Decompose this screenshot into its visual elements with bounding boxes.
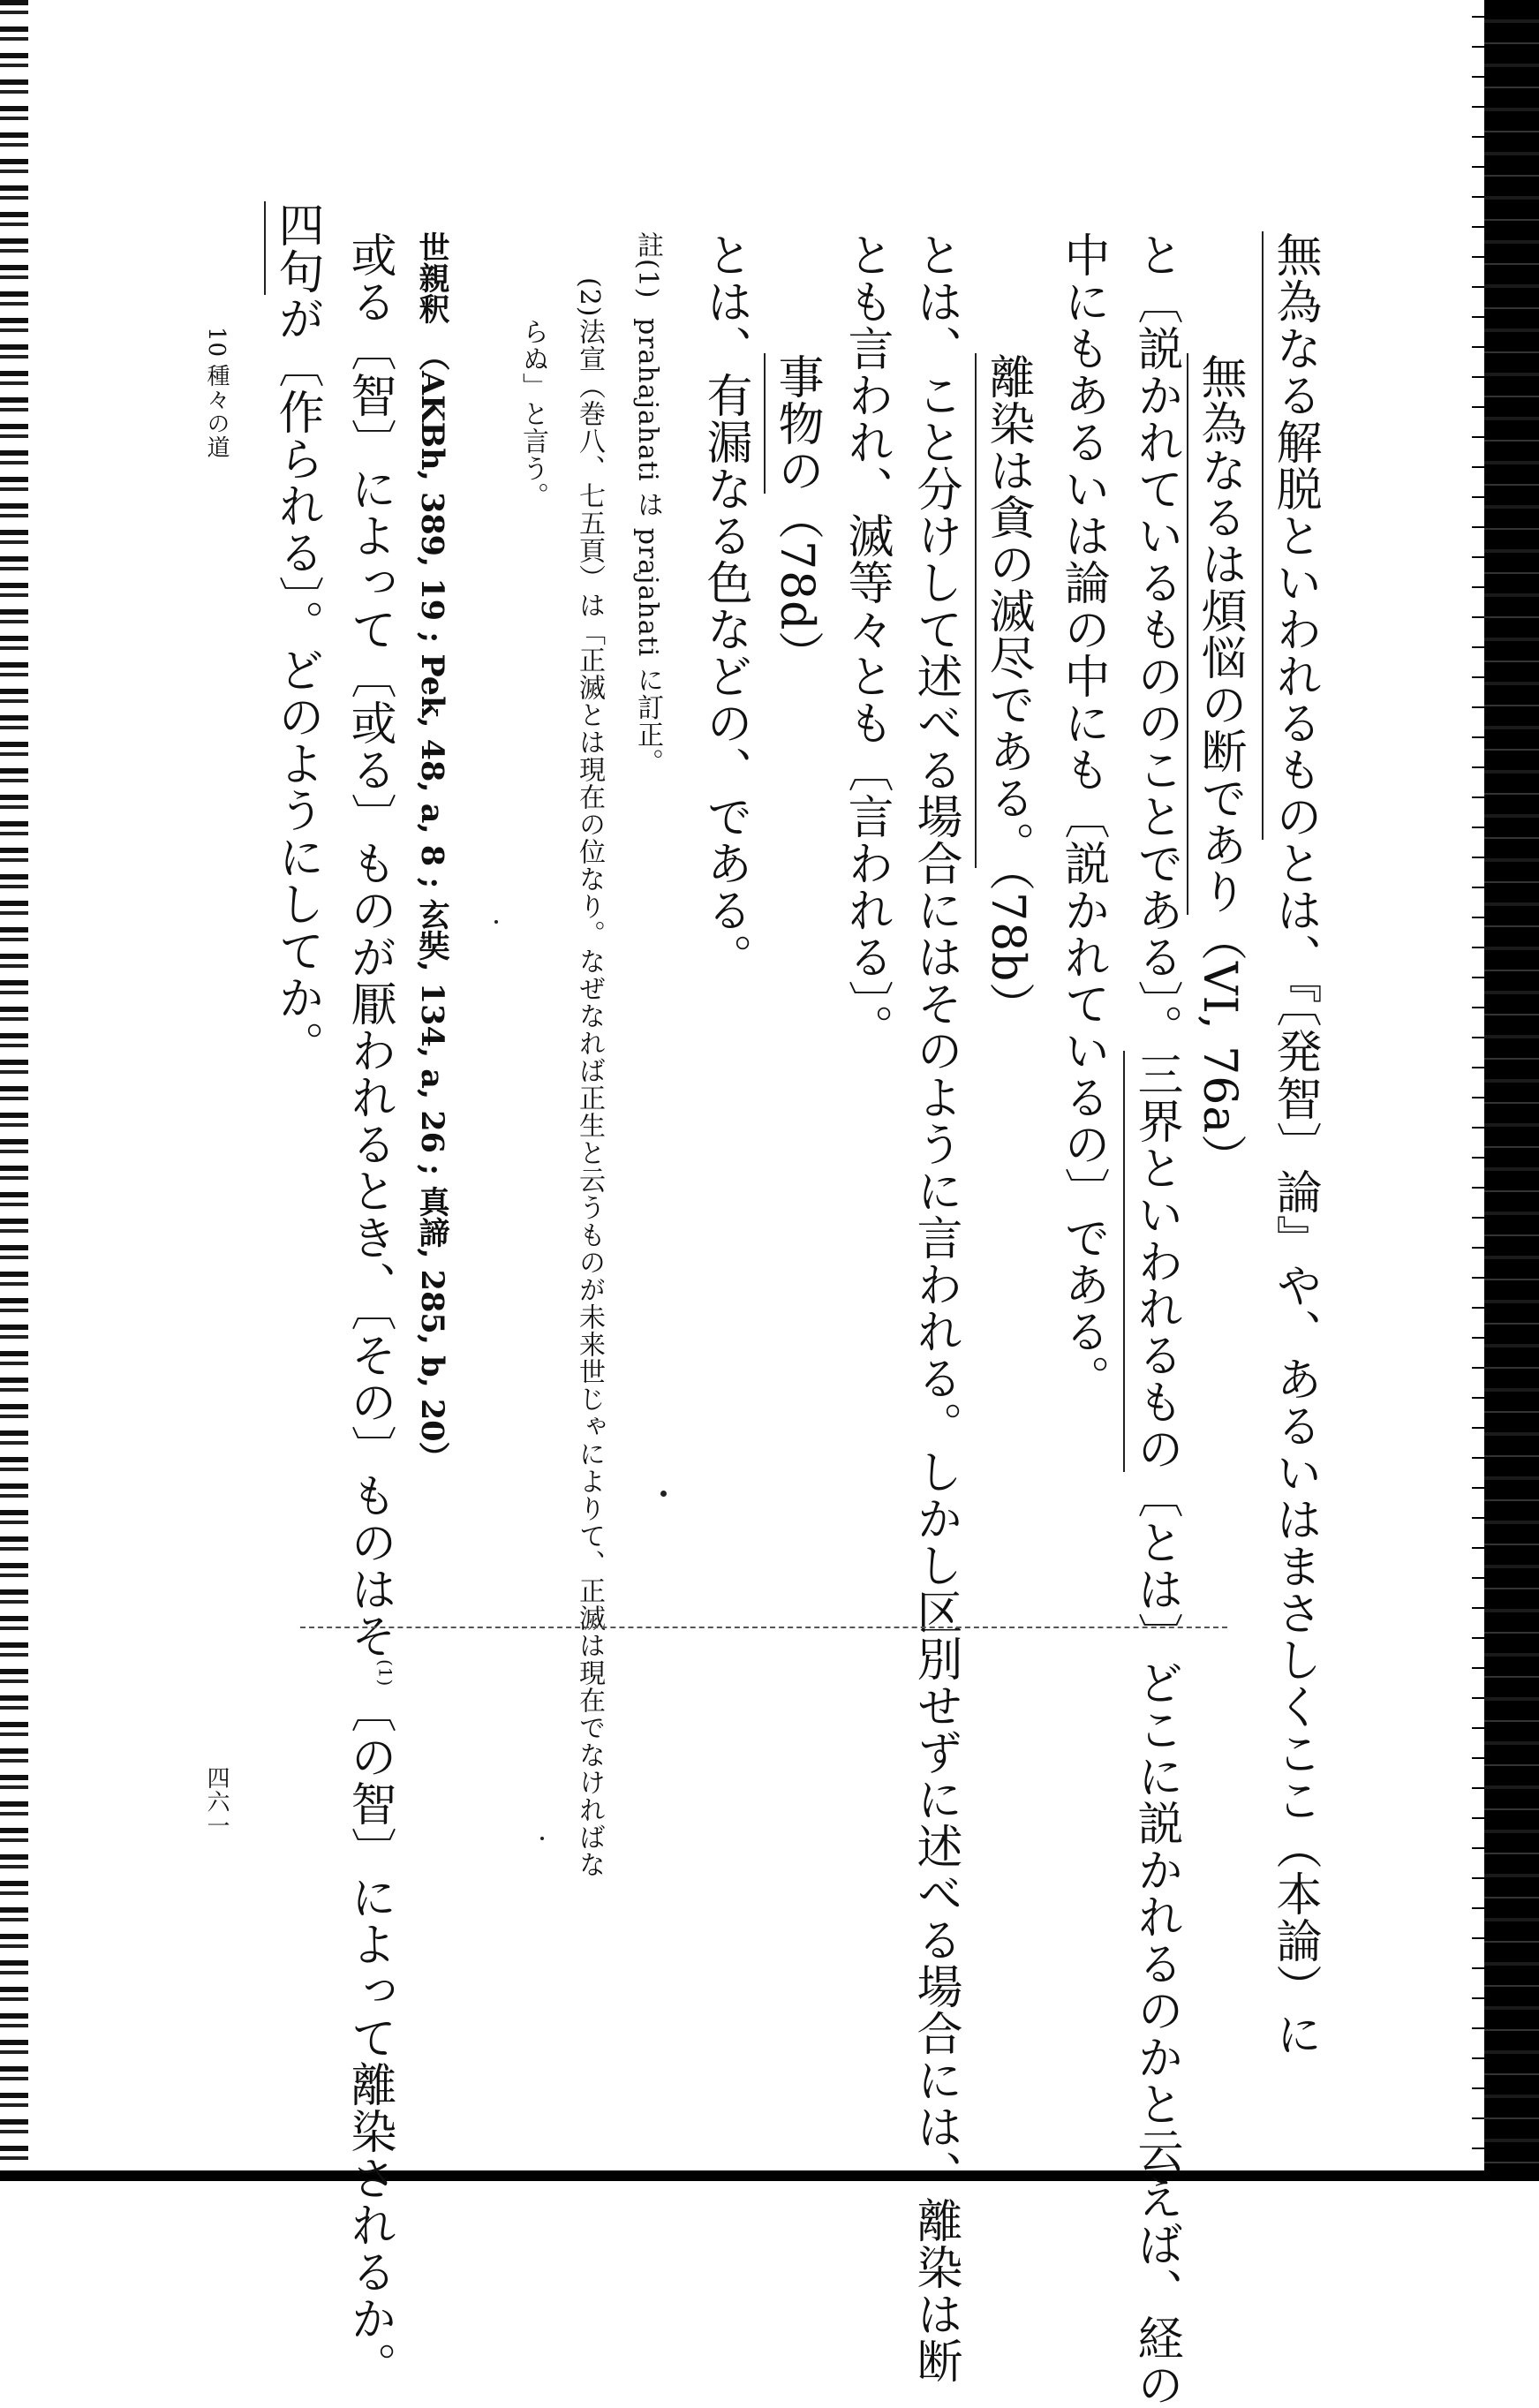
note-2: 法宣（巻八、七五頁）は「正滅とは現在の位なり。なぜなれば正生と云うものが未来世じゃによりて、正滅は現在でなければな <box>574 318 605 1878</box>
note-heading: 註(1) <box>632 231 663 299</box>
reference-line <box>414 231 450 1473</box>
text-column-2: 無為なるは煩悩の断であり（VI, 76a） <box>1196 353 1242 1181</box>
underlined-term: 三界といわれるもの <box>1123 1051 1182 1472</box>
underlined-term: 離染は貪の滅尽である。 <box>975 353 1034 868</box>
text-column-9: とは、有漏なる色などの、である。 <box>698 231 751 980</box>
underlined-term: 無為なるは煩悩の断であり <box>1187 353 1246 915</box>
scan-speck <box>494 920 498 924</box>
page-number: 四六一 <box>203 1766 230 1838</box>
underlined-term: 四句 <box>264 201 323 295</box>
note-1: prahajahati は prajahati に訂正。 <box>632 318 663 776</box>
scan-speck <box>540 1837 544 1840</box>
chapter-title: 種々の道 <box>203 364 230 459</box>
text-column-6: とは、こと分けして述べる場合にはそのように言われる。しかし区別せずに述べる場合には、離染は断 <box>909 231 962 2384</box>
scan-speck <box>660 1491 667 1497</box>
reference-label: 世親釈 <box>414 231 450 324</box>
note-2-continuation: らぬ」と言う。 <box>517 318 548 510</box>
text-column-1: 無為なる解脱といわれるものとは、『〔発智〕論』や、あるいはまさしくここ（本論）に <box>1271 231 1317 2057</box>
text-column-4: 中にもあるいは論の中にも〔説かれているの〕である。 <box>1056 231 1109 1401</box>
footnote-marker: (1) <box>374 1659 396 1687</box>
scan-rule <box>300 1627 1227 1628</box>
note-2-marker: (2) <box>574 277 605 318</box>
underlined-term: 無為なる解脱といわれるもの <box>1262 231 1321 840</box>
commentary-column-2: 四句が〔作られる〕。どのようにしてか。 <box>274 201 320 1068</box>
text-column-5: 離染は貪の滅尽である。（78b） <box>985 353 1030 1029</box>
reference-citation: （AKBh, 389, 19 ; Pek, 48, a, 8 ; 玄奘, 134, a, 26 ; 真諦, 285, b, 20） <box>414 340 450 1473</box>
commentary-column-1: 或る〔智〕によって〔或る〕ものが厭われるとき、〔その〕ものはそ$^{(1)}$〔の智〕によって離染されるか。 <box>343 231 396 2389</box>
scan-edge-left <box>0 0 28 2181</box>
underlined-term: 事物の <box>764 353 823 494</box>
chapter-number: 10 <box>203 327 230 359</box>
scan-edge-bottom <box>0 2170 1539 2181</box>
text-column-3: と〔説かれているもののことである〕。三界といわれるもの〔とは〕どこに説かれるのかと云えば、経の <box>1133 231 1179 2408</box>
text-column-7: とも言われ、滅等々とも〔言われる〕。 <box>840 231 893 1051</box>
scan-edge-right <box>1484 0 1539 2181</box>
text-column-8: 事物の（78d） <box>773 353 819 677</box>
